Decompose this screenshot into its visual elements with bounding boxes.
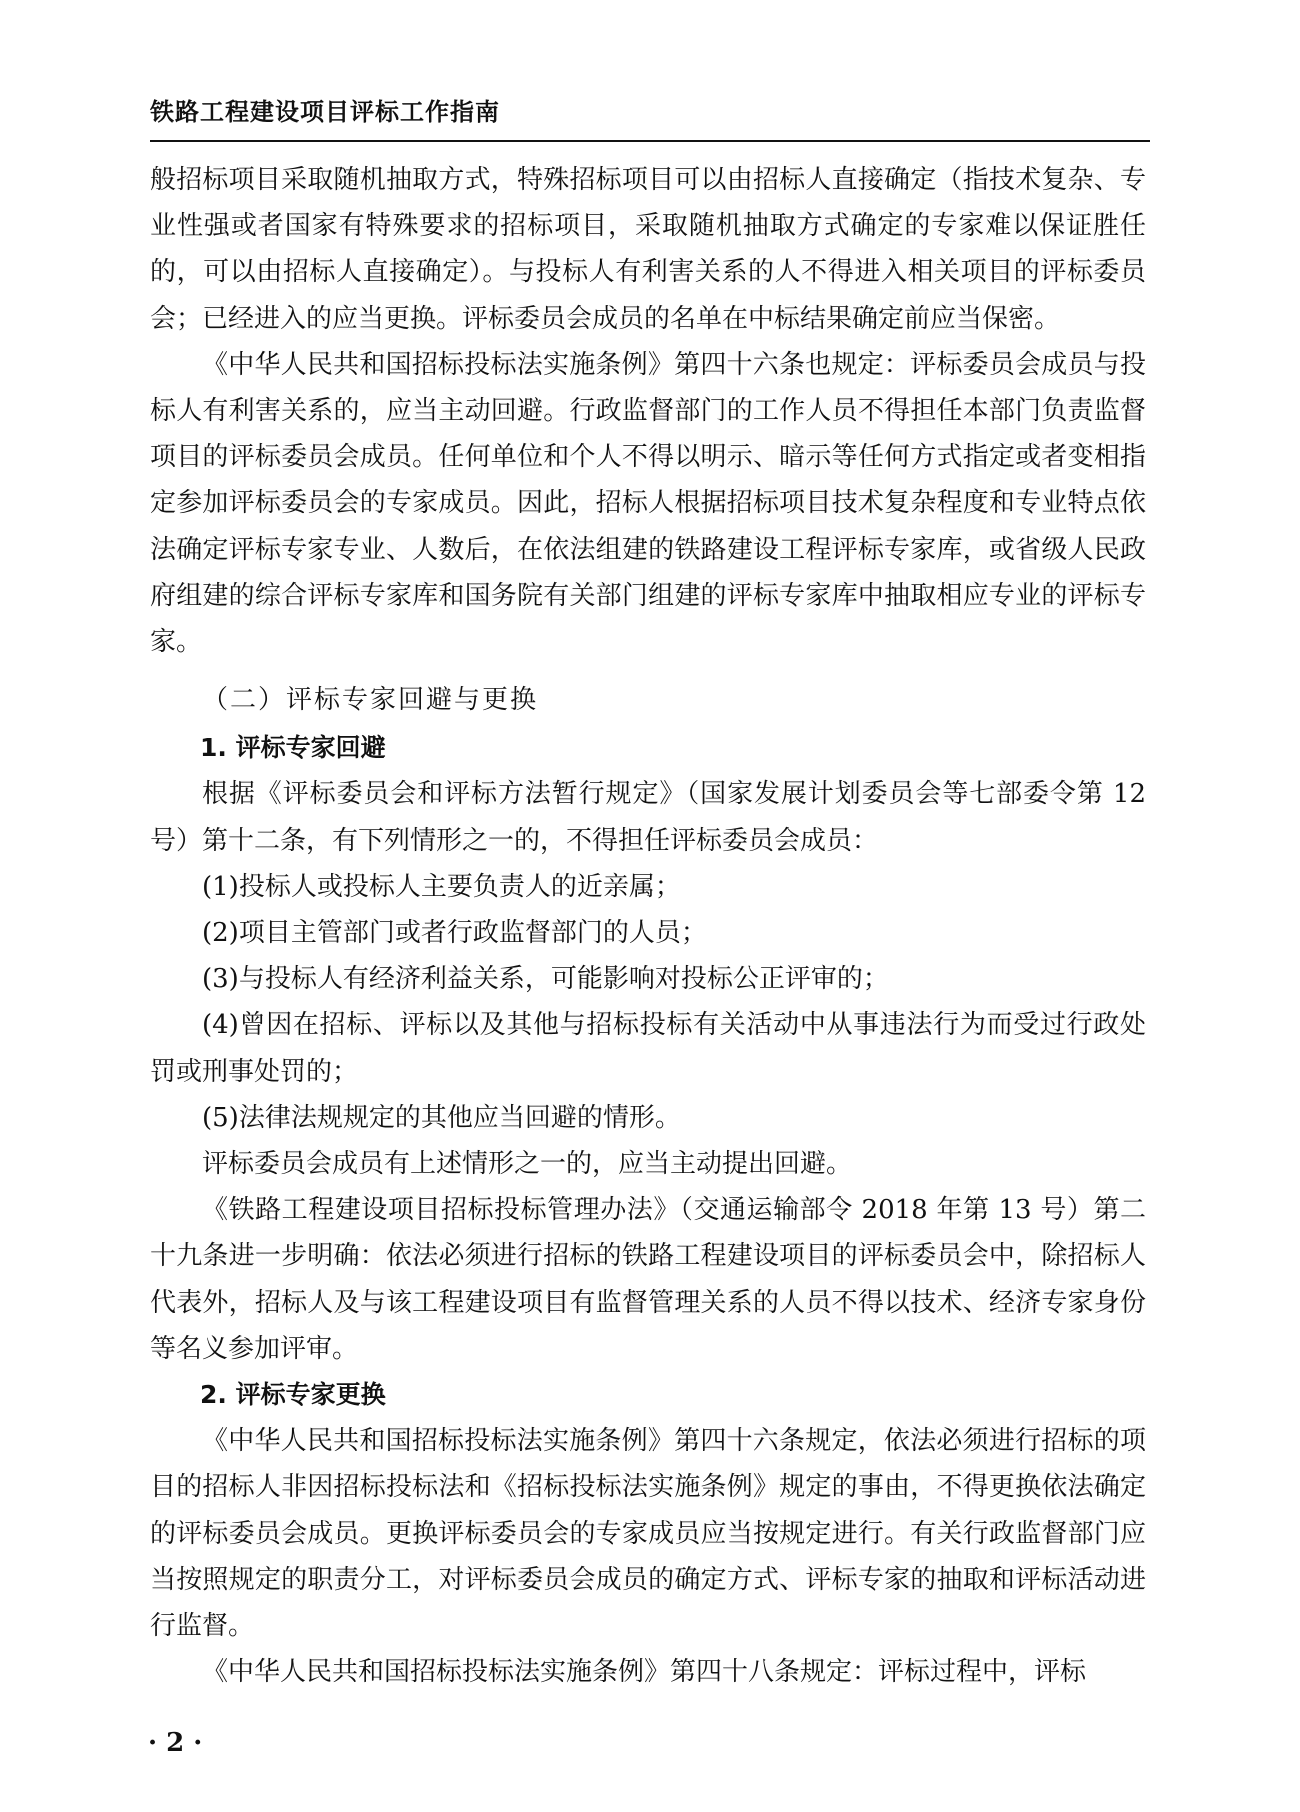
list-item: (2)项目主管部门或者行政监督部门的人员；: [202, 918, 707, 949]
running-head-title: 铁路工程建设项目评标工作指南: [150, 98, 500, 126]
paragraph-railway-measures: 《铁路工程建设项目招标投标管理办法》（交通运输部令 2018 年第 13 号）第二十九条进一步明确：依法必须进行招标的铁路工程建设项目的评标委员会中，除招标人代表外，招标人及与该工程建设项目有监督管理关系的人员不得以技术、经济专家身份等名义参加评审。: [150, 1195, 1146, 1364]
subsection-heading-replacement: 2. 评标专家更换: [200, 1380, 386, 1410]
paragraph-replacement-rules: 《中华人民共和国招标投标法实施条例》第四十六条规定，依法必须进行招标的项目的招标人非因招标投标法和《招标投标法实施条例》规定的事由，不得更换依法确定的评标委员会成员。更换评标委员会的专家成员应当按规定进行。有关行政监督部门应当按照规定的职责分工，对评标委员会成员的确定方式、评标专家的抽取和评标活动进行监督。: [150, 1426, 1146, 1642]
list-item: (4)曾因在招标、评标以及其他与招标投标有关活动中从事违法行为而受过行政处罚或刑事处罚的；: [150, 1010, 1146, 1087]
header-rule: [150, 140, 1150, 142]
page-number: · 2 ·: [148, 1728, 203, 1758]
paragraph-recusal-duty: 评标委员会成员有上述情形之一的，应当主动提出回避。: [202, 1149, 853, 1180]
list-item: (3)与投标人有经济利益关系，可能影响对投标公正评审的；: [202, 964, 889, 995]
list-item: (1)投标人或投标人主要负责人的近亲属；: [202, 871, 681, 902]
paragraph-continued: 般招标项目采取随机抽取方式，特殊招标项目可以由招标人直接确定（指技术复杂、专业性强或者国家有特殊要求的招标项目，采取随机抽取方式确定的专家难以保证胜任的，可以由招标人直接确定）。与投标人有利害关系的人不得进入相关项目的评标委员会；已经进入的应当更换。评标委员会成员的名单在中标结果确定前应当保密。: [150, 165, 1146, 334]
body-text: [150, 157, 1146, 1696]
paragraph-regulation-12: 根据《评标委员会和评标方法暂行规定》（国家发展计划委员会等七部委令第 12 号）第十二条，有下列情形之一的，不得担任评标委员会成员：: [150, 779, 1146, 856]
subsection-heading-recusal: 1. 评标专家回避: [200, 733, 386, 763]
list-item: (5)法律法规规定的其他应当回避的情形。: [202, 1102, 681, 1133]
paragraph-article-48: 《中华人民共和国招标投标法实施条例》第四十八条规定：评标过程中，评标: [202, 1657, 1087, 1688]
section-heading: （二）评标专家回避与更换: [202, 685, 539, 716]
paragraph-article-46: 《中华人民共和国招标投标法实施条例》第四十六条也规定：评标委员会成员与投标人有利害关系的，应当主动回避。行政监督部门的工作人员不得担任本部门负责监督项目的评标委员会成员。任何单位和个人不得以明示、暗示等任何方式指定或者变相指定参加评标委员会的专家成员。因此，招标人根据招标项目技术复杂程度和专业特点依法确定评标专家专业、人数后，在依法组建的铁路建设工程评标专家库，或省级人民政府组建的综合评标专家库和国务院有关部门组建的评标专家库中抽取相应专业的评标专家。: [150, 349, 1146, 658]
